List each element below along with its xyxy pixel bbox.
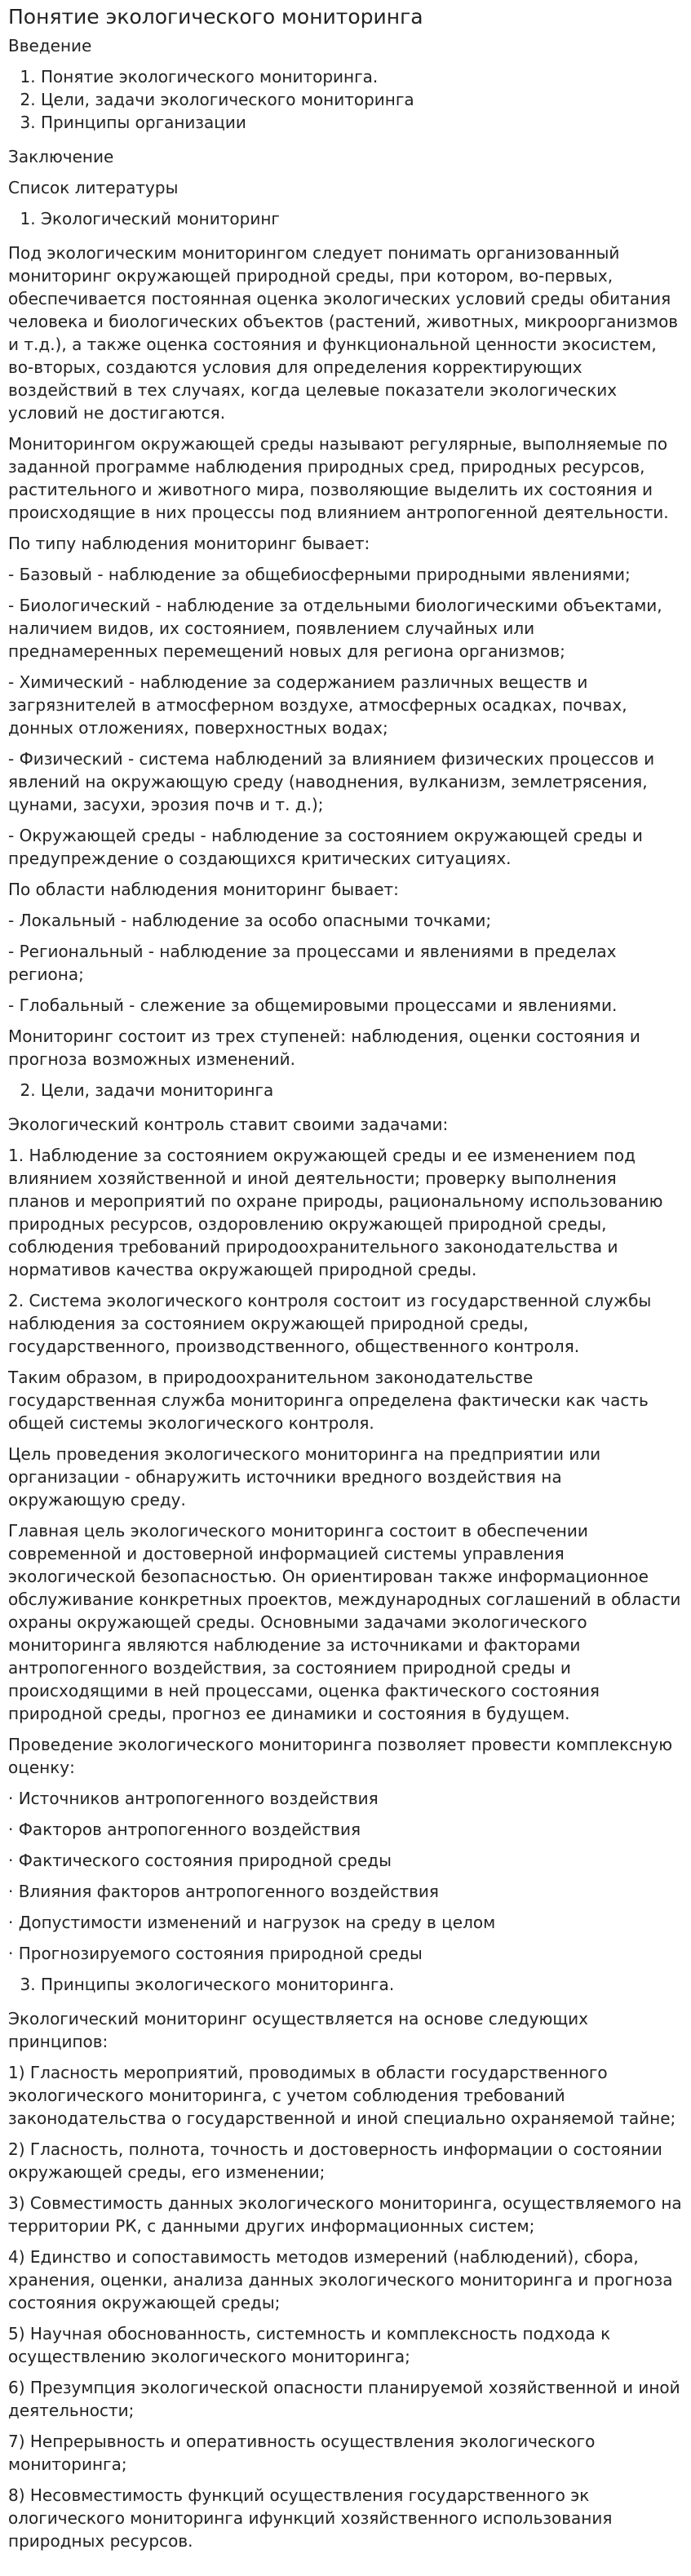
toc-list bbox=[8, 65, 683, 134]
paragraph: Под экологическим мониторингом следует понимать организованный мониторинг окружающей природной среды, при котором, во-первых, обеспечивается постоянная оценка экологических условий среды обитания человека и биологических объектов (растений, животных, микроорганизмов и т.д.), а также оценка состояния и функциональной ценности экосистем, во-вторых, создаются условия для определения корректирующих воздействий в тех случаях, когда целевые показатели экологических условий не достигаются. bbox=[8, 243, 679, 423]
paragraph: - Химический - наблюдение за содержанием различных веществ и загрязнителей в атмосферном воздухе, атмосферных осадках, почвах, донных отложениях, поверхностных водах; bbox=[8, 672, 627, 738]
section-3-heading-list bbox=[8, 1973, 683, 1996]
page-title: Понятие экологического мониторинга bbox=[8, 5, 423, 29]
paragraph: По типу наблюдения мониторинг бывает: bbox=[8, 534, 370, 553]
principle-item: 6) Презумпция экологической опасности планируемой хозяйственной и иной деятельности; bbox=[8, 2378, 680, 2420]
toc-item: 3. Принципы организации bbox=[41, 111, 683, 134]
toc-item: 2. Цели, задачи экологического мониторинга bbox=[41, 88, 683, 111]
bullet-item: · Влияния факторов антропогенного воздействия bbox=[8, 1882, 439, 1901]
toc-references: Список литературы bbox=[8, 178, 179, 197]
paragraph: Цель проведения экологического мониторинга на предприятии или организации - обнаружить источники вредного воздействия на окружающую среду. bbox=[8, 1444, 601, 1510]
principle-item: 5) Научная обоснованность, системность и комплексность подхода к осуществлению экологического мониторинга; bbox=[8, 2324, 611, 2366]
principle-item: 2) Гласность, полнота, точность и достоверность информации о состоянии окружающей среды, его изменении; bbox=[8, 2139, 662, 2182]
paragraph: 2. Система экологического контроля состоит из государственной службы наблюдения за состоянием окружающей природной среды, государственного, производственного, общественного контроля. bbox=[8, 1291, 652, 1356]
section-3-body bbox=[8, 2007, 683, 2552]
paragraph: - Базовый - наблюдение за общебиосферными природными явлениями; bbox=[8, 565, 631, 584]
bullet-item: · Факторов антропогенного воздействия bbox=[8, 1820, 361, 1839]
paragraph: - Глобальный - слежение за общемировыми процессами и явлениями. bbox=[8, 995, 618, 1015]
section-1-heading: 1. Экологический мониторинг bbox=[41, 207, 683, 230]
principle-item: 7) Непрерывность и оперативность осуществления экологического мониторинга; bbox=[8, 2432, 596, 2474]
toc-item: 1. Понятие экологического мониторинга. bbox=[41, 65, 683, 88]
bullet-item: · Прогнозируемого состояния природной среды bbox=[8, 1944, 423, 1963]
section-2-heading-list bbox=[8, 1079, 683, 1102]
principle-item: 3) Совместимость данных экологического мониторинга, осуществляемого на территории РК, с данными других информационных систем; bbox=[8, 2193, 682, 2236]
toc-conclusion: Заключение bbox=[8, 147, 114, 166]
bullet-item: · Фактического состояния природной среды bbox=[8, 1851, 392, 1870]
paragraph: По области наблюдения мониторинг бывает: bbox=[8, 880, 399, 899]
paragraph: Экологический контроль ставит своими задачами: bbox=[8, 1115, 449, 1134]
principle-item: 4) Единство и сопоставимость методов измерений (наблюдений), сбора, хранения, оценки, анализа данных экологического мониторинга и прогноза состояния окружающей среды; bbox=[8, 2247, 673, 2312]
paragraph: - Локальный - наблюдение за особо опасными точками; bbox=[8, 911, 492, 930]
paragraph: - Физический - система наблюдений за влиянием физических процессов и явлений на окружающую среду (наводнения, вулканизм, землетрясения, цунами, засухи, эрозия почв и т. д.); bbox=[8, 749, 655, 814]
bullet-item: · Источников антропогенного воздействия bbox=[8, 1789, 379, 1808]
section-1-body bbox=[8, 242, 683, 1071]
paragraph: 1. Наблюдение за состоянием окружающей среды и ее изменением под влиянием хозяйственной и иной деятельности; проверку выполнения планов и мероприятий по охране природы, рациональному использованию природных ресурсов, оздоровлению окружающей природной среды, соблюдения требований природоохранительного законодательства и нормативов качества окружающей природной среды. bbox=[8, 1146, 663, 1279]
section-1-heading-list bbox=[8, 207, 683, 230]
toc-intro: Введение bbox=[8, 36, 92, 55]
paragraph: Проведение экологического мониторинга позволяет провести комплексную оценку: bbox=[8, 1735, 673, 1777]
principle-item: 1) Гласность мероприятий, проводимых в области государственного экологического мониторинга, с учетом соблюдения требований законодательства о государственной и иной специально охраняемой тайне; bbox=[8, 2063, 676, 2128]
section-3-heading: 3. Принципы экологического мониторинга. bbox=[41, 1973, 683, 1996]
paragraph: Таким образом, в природоохранительном законодательстве государственная служба мониторинга определена фактически как часть общей системы экологического контроля. bbox=[8, 1368, 649, 1433]
paragraph: Мониторингом окружающей среды называют регулярные, выполняемые по заданной программе наблюдения природных сред, природных ресурсов, растительного и животного мира, позволяющие выделить их состояния и происходящие в них процессы под влиянием антропогенной деятельности. bbox=[8, 434, 669, 522]
paragraph: - Региональный - наблюдение за процессами и явлениями в пределах региона; bbox=[8, 942, 617, 984]
section-2-heading: 2. Цели, задачи мониторинга bbox=[41, 1079, 683, 1102]
paragraph: Главная цель экологического мониторинга состоит в обеспечении современной и достоверной информацией системы управления экологической безопасностью. Он ориентирован также информационное обслуживание конкретных проектов, международных соглашений в области охраны окружающей среды. Основными задачами экологического мониторинга являются наблюдение за источниками и факторами антропогенного воздействия, за состоянием природной среды и происходящими в ней процессами, оценка фактического состояния природной среды, прогноз ее динамики и состояния в будущем. bbox=[8, 1521, 681, 1723]
bullet-item: · Допустимости изменений и нагрузок на среду в целом bbox=[8, 1913, 496, 1932]
paragraph: Мониторинг состоит из трех ступеней: наблюдения, оценки состояния и прогноза возможных изменений. bbox=[8, 1026, 640, 1069]
paragraph: Экологический мониторинг осуществляется на основе следующих принципов: bbox=[8, 2009, 589, 2051]
principle-item: 8) Несовместимость функций осуществления государственного эк ологического мониторинга ифункций хозяйственного использования природных ресурсов. bbox=[8, 2485, 613, 2551]
section-2-body bbox=[8, 1113, 683, 1965]
paragraph: - Биологический - наблюдение за отдельными биологическими объектами, наличием видов, их состоянием, появлением случайных или преднамеренных перемещений новых для региона организмов; bbox=[8, 596, 662, 661]
paragraph: - Окружающей среды - наблюдение за состоянием окружающей среды и предупреждение о создающихся критических ситуациях. bbox=[8, 826, 643, 868]
